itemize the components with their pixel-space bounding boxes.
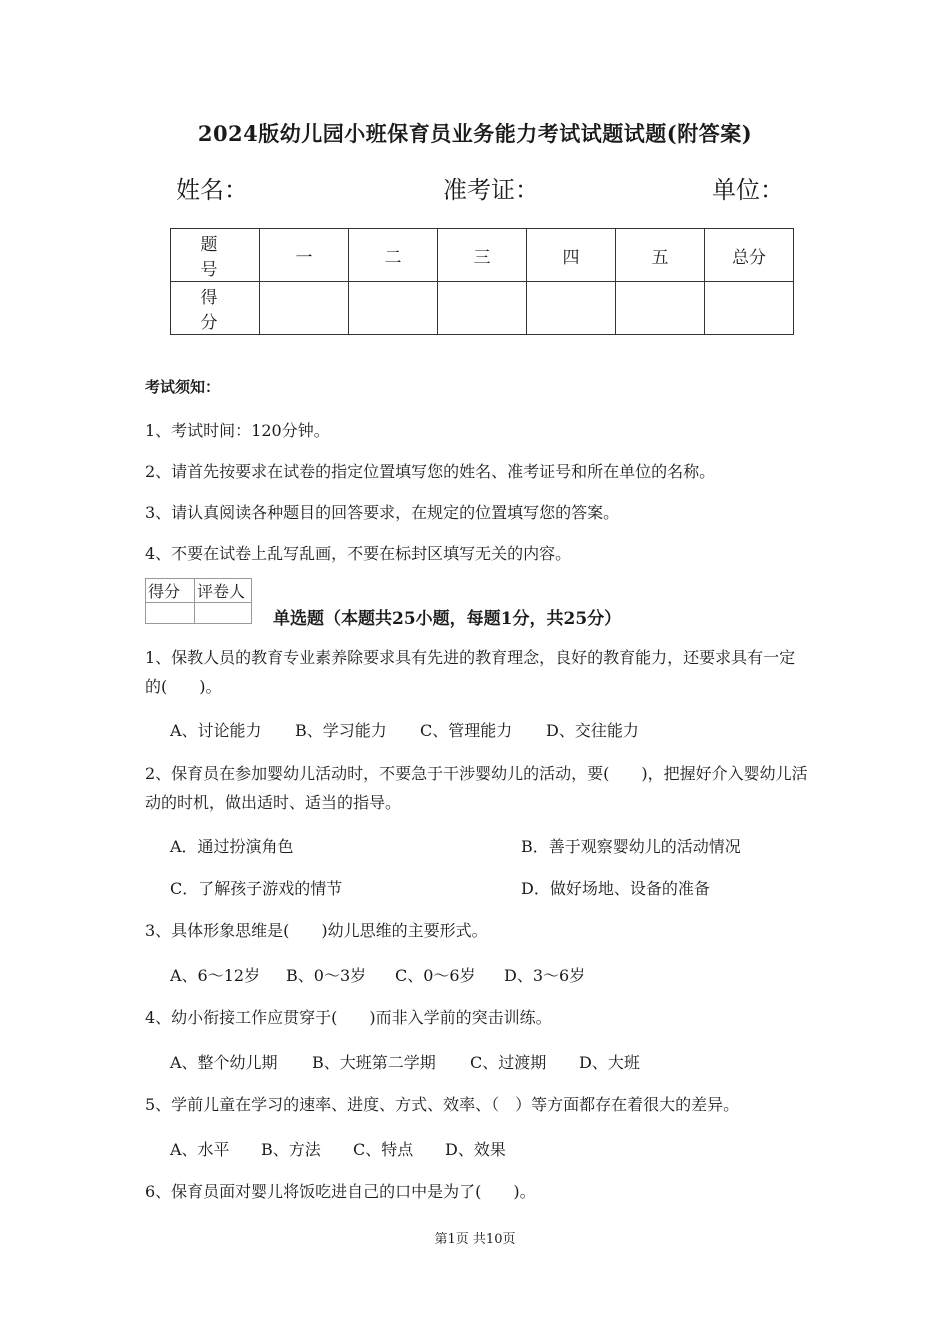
grader-reviewer-cell[interactable] <box>195 603 252 624</box>
exam-id-field-label: 准考证： <box>443 176 539 204</box>
option: A、整个幼儿期 <box>170 1053 278 1072</box>
notice-heading: 考试须知： <box>145 378 221 396</box>
option: C、管理能力 <box>420 721 513 740</box>
unit-field-label: 单位： <box>712 176 784 204</box>
option: A．通过扮演角色 <box>170 837 294 856</box>
notice-item: 2、请首先按要求在试卷的指定位置填写您的姓名、准考证号和所在单位的名称。 <box>145 462 716 481</box>
option: D．做好场地、设备的准备 <box>521 879 710 898</box>
option: B、0～3岁 <box>286 966 367 985</box>
grader-score-label: 得分 <box>146 579 195 603</box>
score-header-cell: 总分 <box>705 229 794 282</box>
option: C．了解孩子游戏的情节 <box>170 879 343 898</box>
question-text: 1、保教人员的教育专业素养除要求具有先进的教育理念，良好的教育能力，还要求具有一定的( )。 <box>145 648 796 696</box>
score-table-score-row <box>171 282 794 335</box>
option: B．善于观察婴幼儿的活动情况 <box>521 837 741 856</box>
option: A、6～12岁 <box>170 966 261 985</box>
score-cell[interactable] <box>260 282 349 335</box>
grader-score-cell[interactable] <box>146 603 195 624</box>
score-row-label: 得 分 <box>171 282 260 335</box>
option: D、效果 <box>445 1140 506 1159</box>
score-cell[interactable] <box>349 282 438 335</box>
option: C、0～6岁 <box>395 966 476 985</box>
option: B、方法 <box>261 1140 321 1159</box>
score-header-cell: 五 <box>616 229 705 282</box>
grader-reviewer-label: 评卷人 <box>195 579 252 603</box>
option: D、3～6岁 <box>504 966 586 985</box>
question-text: 6、保育员面对婴儿将饭吃进自己的口中是为了( )。 <box>145 1182 536 1201</box>
page-footer: 第1页 共10页 <box>434 1232 516 1247</box>
score-cell[interactable] <box>527 282 616 335</box>
score-cell[interactable] <box>438 282 527 335</box>
score-table-header-row <box>171 229 794 282</box>
notice-item: 4、不要在试卷上乱写乱画，不要在标封区填写无关的内容。 <box>145 544 572 563</box>
option: B、学习能力 <box>295 721 387 740</box>
question-text: 5、学前儿童在学习的速率、进度、方式、效率、（ ）等方面都存在着很大的差异。 <box>145 1095 740 1114</box>
question-text: 2、保育员在参加婴幼儿活动时，不要急于干涉婴幼儿的活动，要( )，把握好介入婴幼儿活动的时机，做出适时、适当的指导。 <box>145 764 808 812</box>
option: C、特点 <box>353 1140 414 1159</box>
question-text: 4、幼小衔接工作应贯穿于( )而非入学前的突击训练。 <box>145 1008 552 1027</box>
grader-box <box>145 578 252 624</box>
option: A、水平 <box>170 1140 230 1159</box>
score-header-cell: 二 <box>349 229 438 282</box>
option: D、交往能力 <box>546 721 639 740</box>
name-field-label: 姓名： <box>176 176 248 204</box>
option: A、讨论能力 <box>170 721 262 740</box>
score-header-cell: 题 号 <box>171 229 260 282</box>
question-text: 3、具体形象思维是( )幼儿思维的主要形式。 <box>145 921 488 940</box>
option: D、大班 <box>579 1053 640 1072</box>
section-title: 单选题（本题共25小题，每题1分，共25分） <box>273 609 622 629</box>
option: C、过渡期 <box>470 1053 547 1072</box>
score-cell[interactable] <box>616 282 705 335</box>
score-header-cell: 四 <box>527 229 616 282</box>
score-table <box>170 228 794 335</box>
score-header-cell: 一 <box>260 229 349 282</box>
score-cell[interactable] <box>705 282 794 335</box>
notice-item: 1、考试时间：120分钟。 <box>145 421 330 440</box>
page-title: 2024版幼儿园小班保育员业务能力考试试题试题(附答案) <box>197 121 753 146</box>
option: B、大班第二学期 <box>312 1053 436 1072</box>
notice-item: 3、请认真阅读各种题目的回答要求，在规定的位置填写您的答案。 <box>145 503 620 522</box>
score-header-cell: 三 <box>438 229 527 282</box>
